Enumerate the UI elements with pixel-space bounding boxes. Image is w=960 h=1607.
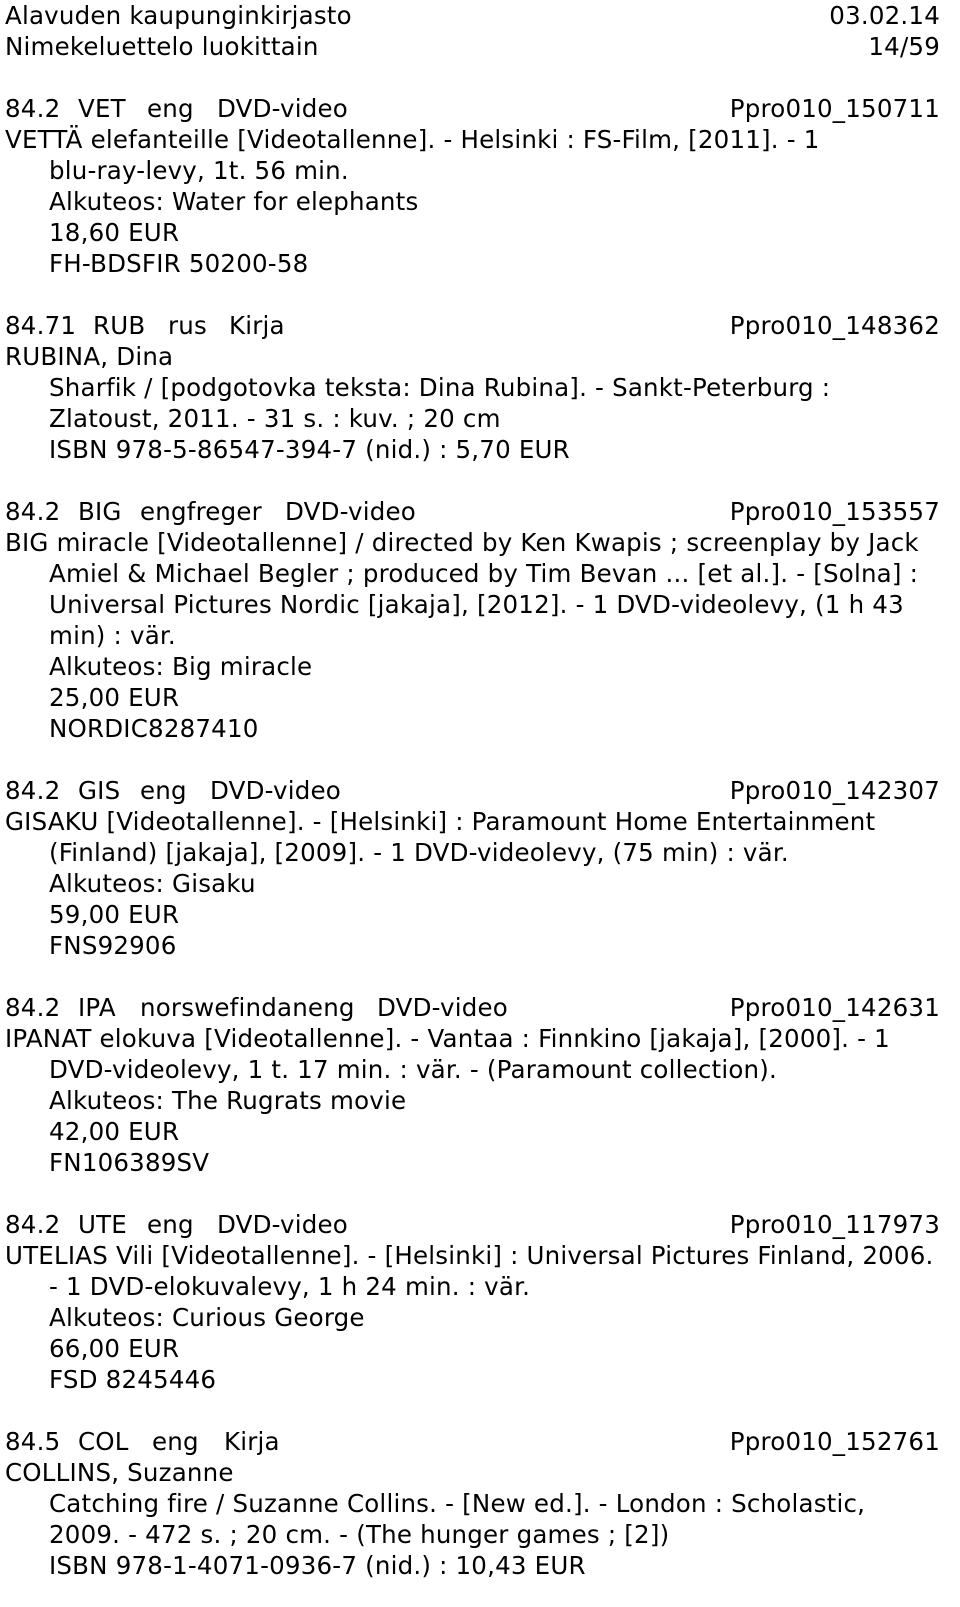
entry-class: 84.2: [5, 1210, 61, 1239]
entry-language: eng: [140, 776, 187, 805]
entry-line: - 1 DVD-elokuvalevy, 1 h 24 min. : vär.: [49, 1272, 531, 1301]
entry-class: 84.71: [5, 311, 77, 340]
entry-code: IPA: [78, 993, 116, 1022]
entry-id: Ppro010_153557: [729, 497, 940, 526]
entry-line: ISBN 978-5-86547-394-7 (nid.) : 5,70 EUR: [49, 435, 570, 464]
entry-id: Ppro010_142307: [729, 776, 940, 805]
entry-code: BIG: [78, 497, 122, 526]
entry-line: Amiel & Michael Begler ; produced by Tim Bevan ... [et al.]. - [Solna] :: [49, 559, 919, 588]
print-date: 03.02.14: [829, 1, 940, 30]
entry-line: RUBINA, Dina: [5, 342, 174, 371]
catalog-entry: [5, 496, 940, 744]
entry-class: 84.2: [5, 94, 61, 123]
entry-line: FNS92906: [49, 931, 177, 960]
catalog-entry: [5, 1209, 940, 1395]
entry-line: FH-BDSFIR 50200-58: [49, 249, 309, 278]
list-name: Nimekeluettelo luokittain: [5, 32, 319, 61]
entry-heading: [5, 1209, 940, 1240]
entry-line: ISBN 978-1-4071-0936-7 (nid.) : 10,43 EUR: [49, 1551, 586, 1580]
entry-type: DVD-video: [210, 776, 341, 805]
entry-type: Kirja: [229, 311, 285, 340]
entry-code: UTE: [78, 1210, 127, 1239]
catalog-entry: [5, 310, 940, 465]
entry-line: DVD-videolevy, 1 t. 17 min. : vär. - (Paramount collection).: [49, 1055, 778, 1084]
entry-type: DVD-video: [285, 497, 416, 526]
entry-id: Ppro010_148362: [729, 311, 940, 340]
entry-type: DVD-video: [217, 1210, 348, 1239]
entry-code: GIS: [78, 776, 121, 805]
entry-code: VET: [78, 94, 126, 123]
header-row-2: [5, 31, 940, 62]
entry-line: FN106389SV: [49, 1148, 210, 1177]
entry-heading: [5, 93, 940, 124]
catalog-entry: [5, 992, 940, 1178]
entry-heading: [5, 310, 940, 341]
entry-language: engfreger: [140, 497, 262, 526]
entry-line: Universal Pictures Nordic [jakaja], [2012]. - 1 DVD-videolevy, (1 h 43: [49, 590, 904, 619]
entry-id: Ppro010_152761: [729, 1427, 940, 1456]
library-name: Alavuden kaupunginkirjasto: [5, 1, 352, 30]
entry-class: 84.2: [5, 497, 61, 526]
entry-line: NORDIC8287410: [49, 714, 259, 743]
entry-line: 2009. - 472 s. ; 20 cm. - (The hunger games ; [2]): [49, 1520, 670, 1549]
entry-line: blu-ray-levy, 1t. 56 min.: [49, 156, 349, 185]
entry-line: Alkuteos: Big miracle: [49, 652, 313, 681]
entry-language: eng: [147, 1210, 194, 1239]
entry-line: Alkuteos: Water for elephants: [49, 187, 419, 216]
catalog-entry: [5, 93, 940, 279]
entry-line: 25,00 EUR: [49, 683, 180, 712]
entry-language: eng: [152, 1427, 199, 1456]
entry-type: Kirja: [224, 1427, 280, 1456]
entry-line: GISAKU [Videotallenne]. - [Helsinki] : Paramount Home Entertainment: [5, 807, 876, 836]
entry-line: min) : vär.: [49, 621, 176, 650]
entry-language: rus: [168, 311, 207, 340]
entry-language: norswefindaneng: [140, 993, 355, 1022]
entry-line: Alkuteos: Gisaku: [49, 869, 256, 898]
entry-line: BIG miracle [Videotallenne] / directed by Ken Kwapis ; screenplay by Jack: [5, 528, 919, 557]
entry-id: Ppro010_117973: [729, 1210, 940, 1239]
entry-line: COLLINS, Suzanne: [5, 1458, 234, 1487]
entry-line: Catching fire / Suzanne Collins. - [New ed.]. - London : Scholastic,: [49, 1489, 866, 1518]
entry-type: DVD-video: [217, 94, 348, 123]
entry-id: Ppro010_150711: [729, 94, 940, 123]
entry-line: 42,00 EUR: [49, 1117, 180, 1146]
entry-id: Ppro010_142631: [729, 993, 940, 1022]
page-number: 14/59: [868, 32, 940, 61]
entry-heading: [5, 775, 940, 806]
entry-line: IPANAT elokuva [Videotallenne]. - Vantaa : Finnkino [jakaja], [2000]. - 1: [5, 1024, 890, 1053]
entry-line: Sharfik / [podgotovka teksta: Dina Rubina]. - Sankt-Peterburg :: [49, 373, 831, 402]
entry-line: 66,00 EUR: [49, 1334, 180, 1363]
entry-code: COL: [78, 1427, 129, 1456]
header-row-1: [5, 0, 940, 31]
entry-line: VETTÄ elefanteille [Videotallenne]. - Helsinki : FS-Film, [2011]. - 1: [5, 125, 820, 154]
entry-line: (Finland) [jakaja], [2009]. - 1 DVD-videolevy, (75 min) : vär.: [49, 838, 789, 867]
entry-class: 84.5: [5, 1427, 61, 1456]
entry-line: 18,60 EUR: [49, 218, 180, 247]
entry-type: DVD-video: [377, 993, 508, 1022]
catalog-page: [5, 0, 940, 1581]
entry-class: 84.2: [5, 993, 61, 1022]
entry-code: RUB: [93, 311, 146, 340]
entry-line: Zlatoust, 2011. - 31 s. : kuv. ; 20 cm: [49, 404, 501, 433]
entry-line: FSD 8245446: [49, 1365, 217, 1394]
entry-line: UTELIAS Vili [Videotallenne]. - [Helsinki] : Universal Pictures Finland, 2006.: [5, 1241, 934, 1270]
entry-line: 59,00 EUR: [49, 900, 180, 929]
catalog-entry: [5, 1426, 940, 1581]
entry-language: eng: [147, 94, 194, 123]
entry-class: 84.2: [5, 776, 61, 805]
catalog-entry: [5, 775, 940, 961]
entry-heading: [5, 1426, 940, 1457]
entry-line: Alkuteos: The Rugrats movie: [49, 1086, 407, 1115]
entry-line: Alkuteos: Curious George: [49, 1303, 365, 1332]
entry-heading: [5, 496, 940, 527]
entry-heading: [5, 992, 940, 1023]
